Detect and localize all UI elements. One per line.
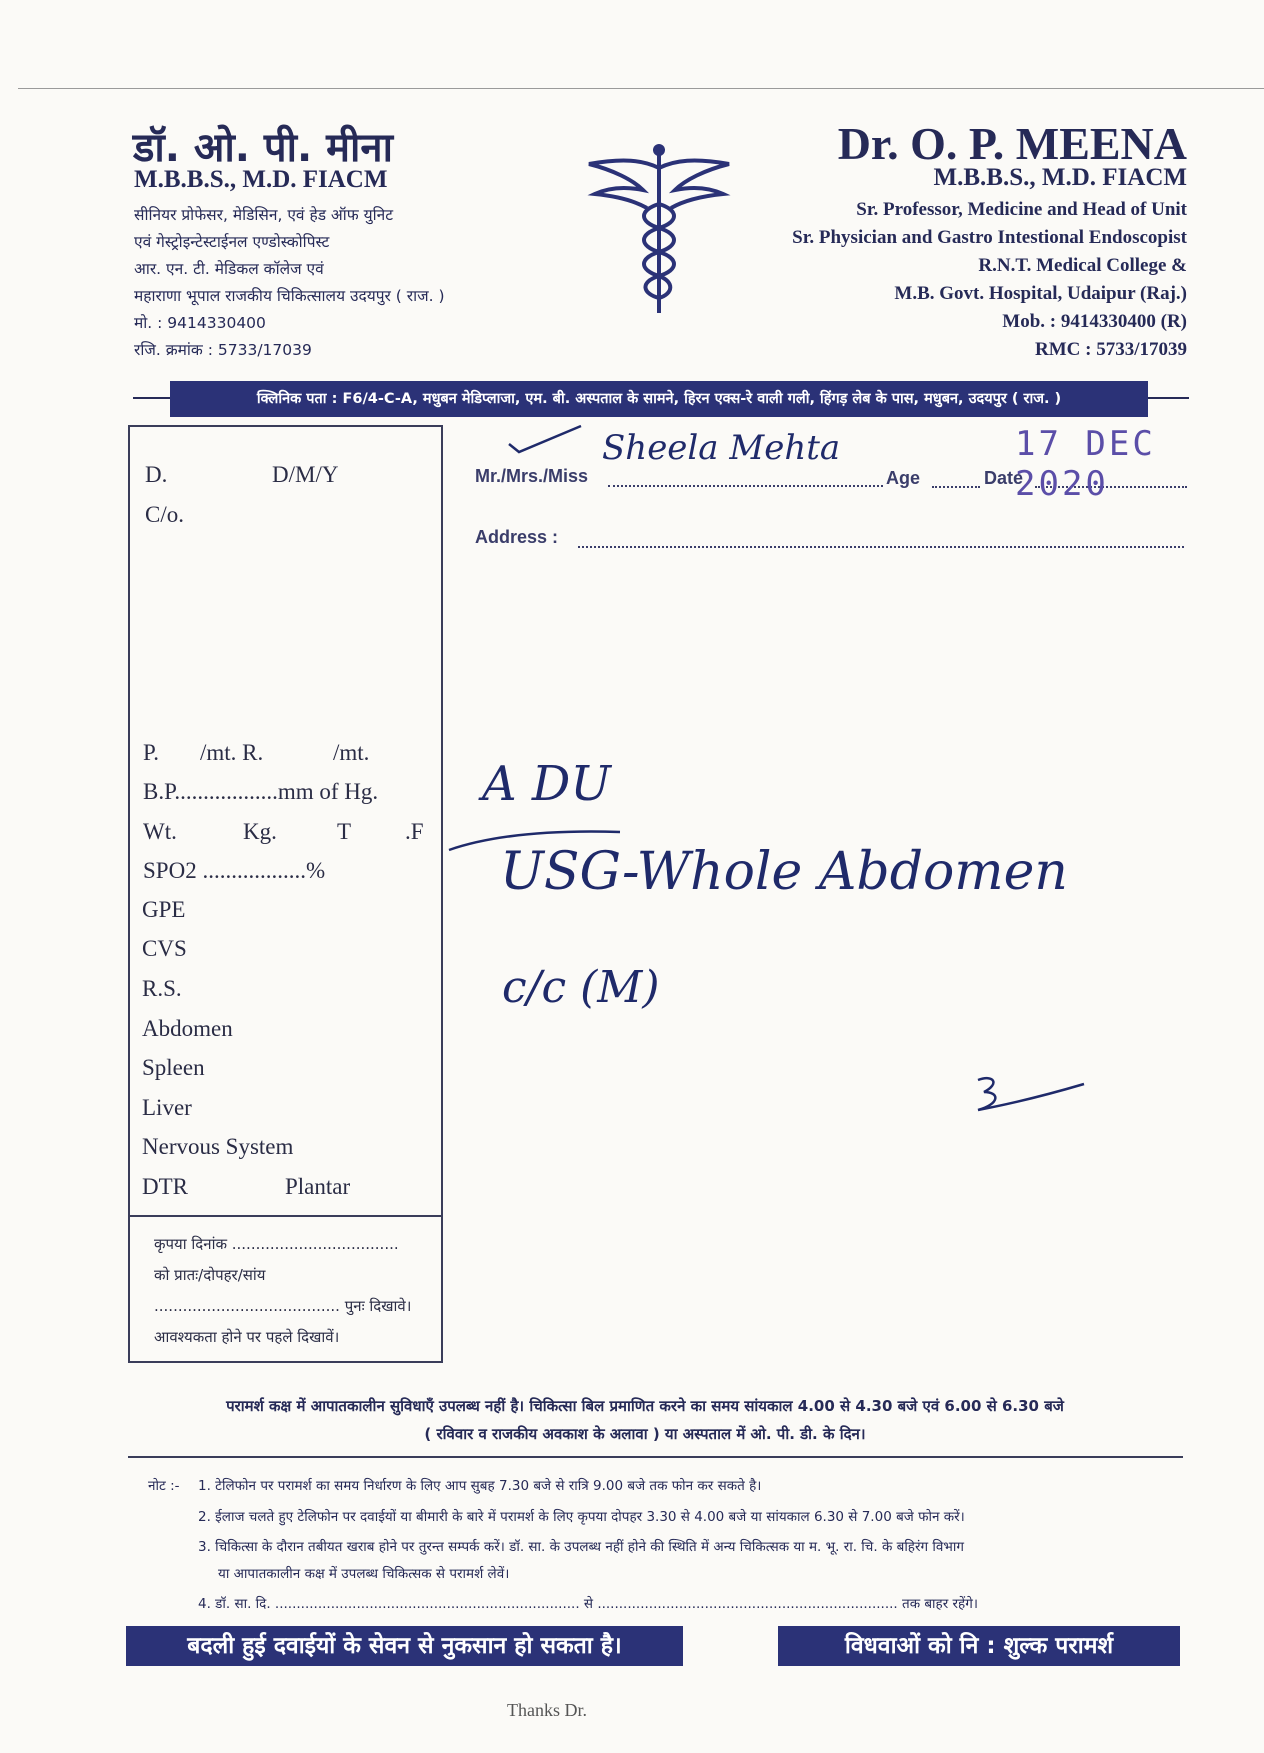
notice-line-2: ( रविवार व राजकीय अवकाश के अलावा ) या अस्पताल में ओ. पी. डी. के दिन। (424, 1425, 866, 1443)
note-3-cont: या आपातकालीन कक्ष में उपलब्ध चिकित्सक से परामर्श लेवें। (218, 1566, 510, 1582)
english-rmc: RMC : 5733/17039 (1035, 339, 1187, 360)
date-label: Date (984, 468, 1024, 488)
exam-rs: R.S. (142, 976, 182, 1001)
dmy-label: D/M/Y (272, 462, 339, 487)
warning-banner: बदली हुई दवाईयों के सेवन से नुकसान हो सकता है। (126, 1626, 683, 1666)
check-mark-icon (505, 418, 585, 458)
caduceus-icon (583, 138, 735, 318)
d-label: D. (145, 462, 168, 487)
address-label: Address : (475, 527, 559, 547)
pulse-unit-resp-label: /mt. R. (200, 740, 264, 765)
followup-early: आवश्यकता होने पर पहले दिखावें। (154, 1328, 340, 1346)
exam-abdomen: Abdomen (142, 1016, 233, 1041)
note-1: 1. टेलिफोन पर परामर्श का समय निर्धारण के लिए आप सुबह 7.30 बजे से रात्रि 9.00 बजे तक फोन कर सकते है। (198, 1478, 762, 1494)
handwritten-line-3: c/c (M) (502, 962, 660, 1013)
followup-time: को प्रातः/दोपहर/सांय (154, 1266, 266, 1284)
note-4: 4. डॉ. सा. दि. ....................................................................... से ...................................................................... तक बाहर रहेंगे। (198, 1596, 978, 1612)
co-label: C/o. (145, 502, 184, 527)
temp-label: T (337, 819, 352, 844)
english-line-4: M.B. Govt. Hospital, Udaipur (Raj.) (894, 283, 1187, 304)
hindi-line-2: एवं गेस्ट्रोइन्टेस्टाईनल एण्डोस्कोपिस्ट (134, 233, 330, 251)
top-rule (18, 88, 1264, 89)
note-3: 3. चिकित्सा के दौरान तबीयत खराब होने पर तुरन्त सम्पर्क करें। डॉ. सा. के उपलब्ध नहीं होने की स्थिति में अन्य चिकित्सक या म. भू. रा. चि. के बहिरंग विभाग (198, 1539, 964, 1555)
clinic-address-bar: क्लिनिक पता : F6/4-C-A, मधुबन मेडिप्लाजा, एम. बी. अस्पताल के सामने, हिरन एक्स-रे वाली गली, हिंगड़ लेब के पास, मधुबन, उदयपुर ( राज. ) (170, 381, 1148, 417)
note-2: 2. ईलाज चलते हुए टेलिफोन पर दवाईयों या बीमारी के बारे में परामर्श के लिए कृपया दोपहर 3.30 से 4.00 बजे या सांयकाल 6.30 से 7.00 बजे फोन करें। (198, 1509, 965, 1525)
english-mobile: Mob. : 9414330400 (R) (1002, 311, 1187, 332)
footer-thanks: Thanks Dr. (507, 1700, 587, 1720)
hindi-line-4: महाराणा भूपाल राजकीय चिकित्सालय उदयपुर ( राज. ) (134, 287, 445, 305)
exam-plantar: Plantar (285, 1174, 351, 1199)
signature-icon (970, 1070, 1090, 1120)
hindi-line-3: आर. एन. टी. मेडिकल कॉलेज एवं (134, 260, 324, 278)
exam-spleen: Spleen (142, 1055, 205, 1080)
exam-nervous-system: Nervous System (142, 1134, 294, 1159)
followup-date: कृपया दिनांक ................................... (154, 1235, 399, 1253)
resp-unit-label: /mt. (333, 740, 370, 765)
name-label: Mr./Mrs./Miss (475, 466, 589, 486)
notes-label: नोट :- (148, 1478, 180, 1494)
exam-liver: Liver (142, 1095, 192, 1120)
exam-cvs: CVS (142, 936, 187, 961)
pulse-label: P. (143, 740, 159, 765)
notice-line-1: परामर्श कक्ष में आपातकालीन सुविधाएँ उपलब्ध नहीं है। चिकित्सा बिल प्रमाणित करने का समय सांयकाल 4.00 से 4.30 बजे एवं 6.00 से 6.30 बजे (226, 1397, 1064, 1415)
notes-rule (128, 1456, 1183, 1458)
degree-hindi-side: M.B.B.S., M.D. FIACM (134, 166, 388, 193)
bp-label: B.P..................mm of Hg. (143, 779, 379, 804)
doctor-name-hindi: डॉ. ओ. पी. मीना (133, 125, 393, 171)
doctor-name-english: Dr. O. P. MEENA (837, 118, 1187, 169)
examination-box (128, 425, 443, 1363)
date-stamp: 17 DEC 2020 (1015, 424, 1156, 504)
english-line-2: Sr. Physician and Gastro Intestional Endoscopist (792, 227, 1187, 248)
hindi-mobile: मो. : 9414330400 (134, 314, 266, 332)
english-line-3: R.N.T. Medical College & (978, 255, 1187, 276)
english-line-1: Sr. Professor, Medicine and Head of Unit (856, 199, 1187, 220)
widow-free-banner: विधवाओं को नि : शुल्क परामर्श (778, 1626, 1180, 1666)
hindi-registration: रजि. क्रमांक : 5733/17039 (134, 341, 312, 359)
kg-label: Kg. (243, 819, 277, 844)
exam-gpe: GPE (142, 897, 186, 922)
handwritten-line-2: USG-Whole Abdomen (500, 842, 1068, 902)
age-label: Age (886, 468, 921, 488)
spo2-label: SPO2 ..................% (143, 858, 326, 883)
followup-revisit: ....................................... पुनः दिखावे। (154, 1297, 412, 1315)
fahrenheit-label: .F (405, 819, 424, 844)
weight-label: Wt. (143, 819, 177, 844)
address-field-line (578, 546, 1184, 548)
degree-english-side: M.B.B.S., M.D. FIACM (933, 164, 1187, 191)
name-field-line (608, 485, 883, 487)
age-field-line (932, 486, 980, 488)
examination-box-divider (128, 1215, 443, 1217)
patient-name-handwritten: Sheela Mehta (602, 428, 841, 468)
hindi-line-1: सीनियर प्रोफेसर, मेडिसिन, एवं हेड ऑफ युनिट (134, 206, 394, 224)
handwritten-line-1: A DU (482, 756, 611, 812)
exam-dtr: DTR (142, 1174, 188, 1199)
